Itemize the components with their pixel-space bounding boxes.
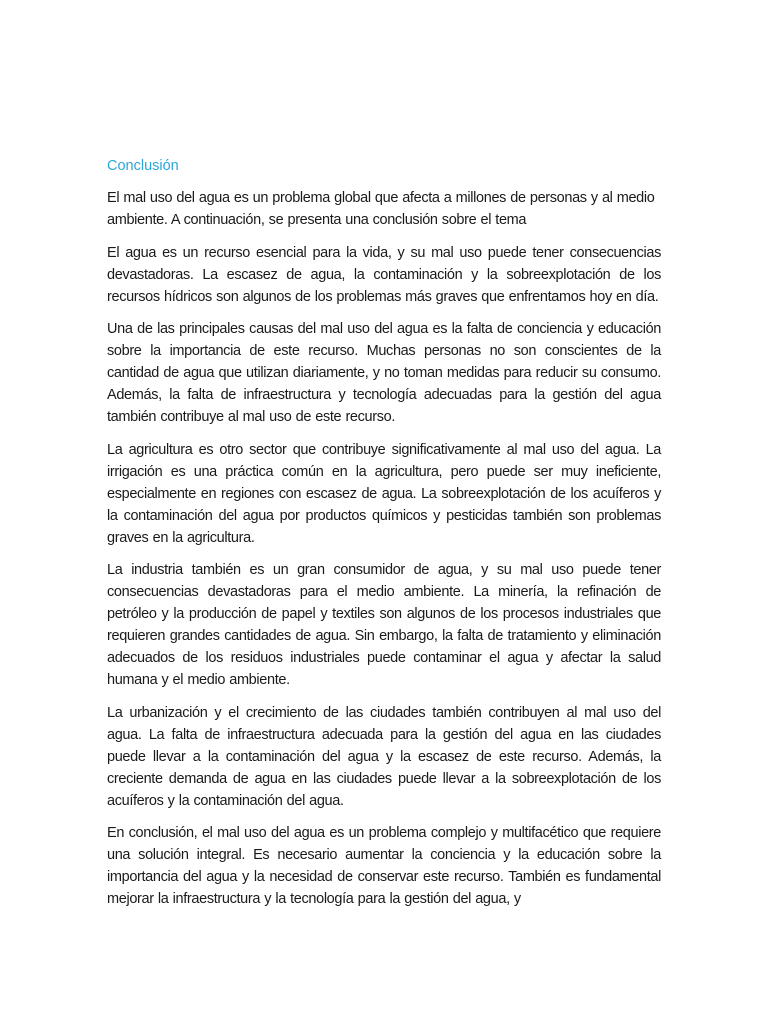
- paragraph-causes: Una de las principales causas del mal uso del agua es la falta de conciencia y educación sobre la importancia de este recurso. Muchas personas no son conscientes de la cantidad de agua que utilizan diariamente, y no toman medidas para reducir su consumo. Además, la falta de infraestructura y tecnología adecuadas para la gestión del agua también contribuye al mal uso de este recurso.: [107, 321, 661, 425]
- paragraph-conclusion: En conclusión, el mal uso del agua es un problema complejo y multifacético que requiere una solución integral. Es necesario aumentar la conciencia y la educación sobre la importancia del agua y la necesidad de conservar este recurso. También es fundamental mejorar la infraestructura y la tecnología para la gestión del agua, y: [107, 825, 661, 907]
- paragraph-agriculture: La agricultura es otro sector que contribuye significativamente al mal uso del agua. La irrigación es una práctica común en la agricultura, pero puede ser muy ineficiente, especialmente en regiones con escasez de agua. La sobreexplotación de los acuíferos y la contaminación del agua por productos químicos y pesticidas también son problemas graves en la agricultura.: [107, 441, 661, 546]
- paragraph-urbanization: La urbanización y el crecimiento de las ciudades también contribuyen al mal uso del agua. La falta de infraestructura adecuada para la gestión del agua en las ciudades puede llevar a la contaminación del agua y la escasez de este recurso. Además, la creciente demanda de agua en las ciudades puede llevar a la sobreexplotación de los acuíferos y la contaminación del agua.: [107, 704, 661, 809]
- section-heading: Conclusión: [107, 158, 179, 174]
- document-page: [107, 155, 661, 921]
- paragraph-water-essential: El agua es un recurso esencial para la vida, y su mal uso puede tener consecuencias devastadoras. La escasez de agua, la contaminación y la sobreexplotación de los recursos hídricos son algunos de los problemas más graves que enfrentamos hoy en día.: [107, 244, 661, 305]
- paragraph-intro: El mal uso del agua es un problema global que afecta a millones de personas y al medio ambiente. A continuación, se presenta una conclusión sobre el tema: [107, 190, 655, 228]
- paragraph-industry: La industria también es un gran consumidor de agua, y su mal uso puede tener consecuencias devastadoras para el medio ambiente. La minería, la refinación de petróleo y la producción de papel y textiles son algunos de los procesos industriales que requieren grandes cantidades de agua. Sin embargo, la falta de tratamiento y eliminación adecuados de los residuos industriales puede contaminar el agua y afectar la salud humana y el medio ambiente.: [107, 562, 661, 688]
